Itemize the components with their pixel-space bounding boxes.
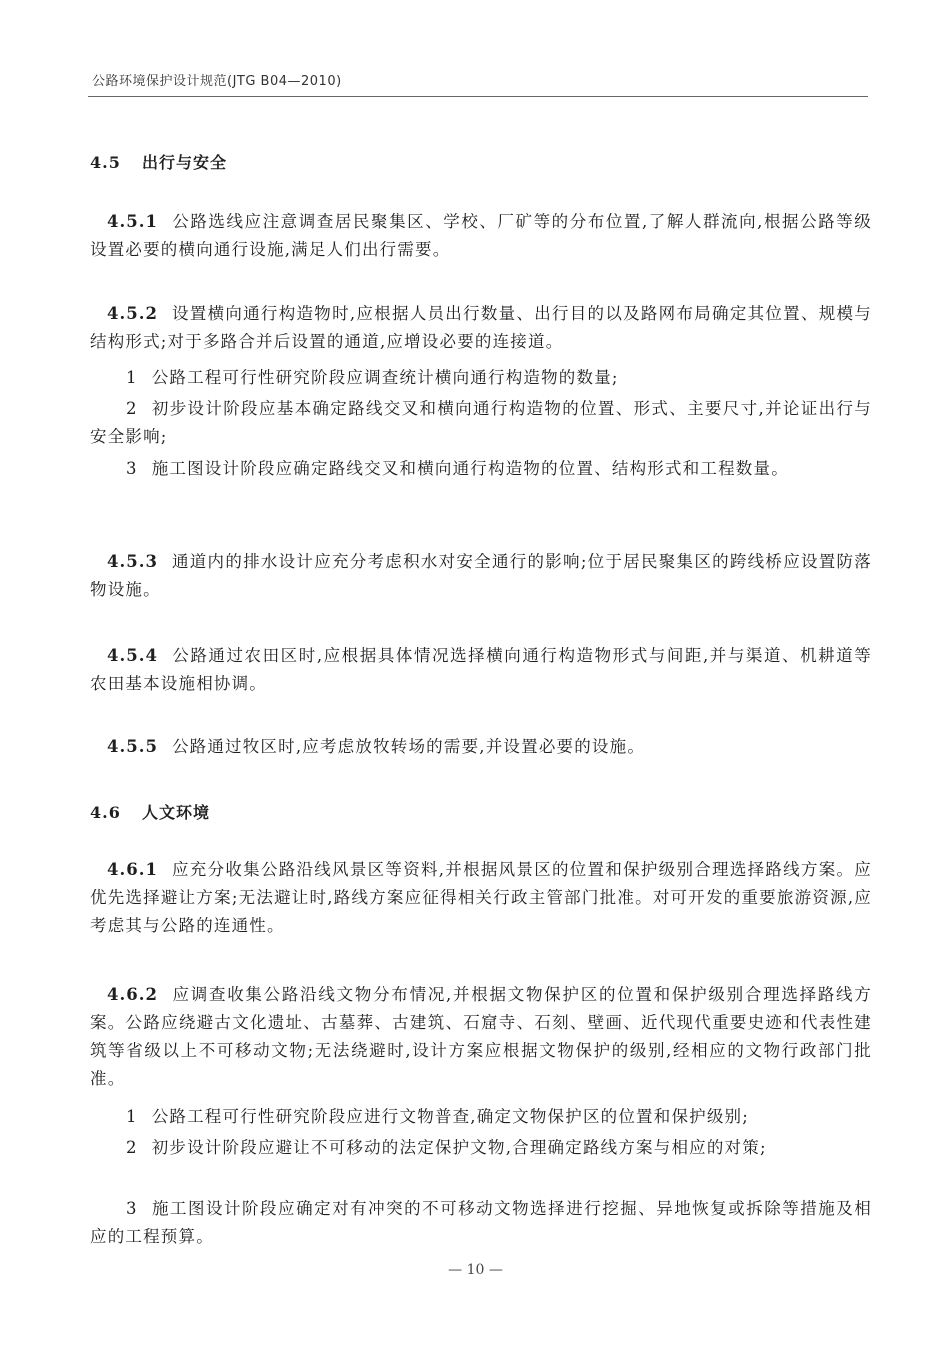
clause-number: 4.6.1: [107, 860, 158, 879]
list-item: [90, 1195, 872, 1251]
section-heading-4-5: [90, 150, 872, 173]
list-item: [90, 455, 872, 483]
clause-4-5-2: [90, 300, 872, 356]
section-title: 人文环境: [142, 803, 211, 822]
clause-text: 公路通过农田区时,应根据具体情况选择横向通行构造物形式与间距,并与渠道、机耕道等农田基本设施相协调。: [90, 646, 872, 693]
clause-text: 应调查收集公路沿线文物分布情况,并根据文物保护区的位置和保护级别合理选择路线方案。公路应绕避古文化遗址、古墓葬、古建筑、石窟寺、石刻、壁画、近代现代重要史迹和代表性建筑等省级以上不可移动文物;无法绕避时,设计方案应根据文物保护的级别,经相应的文物行政部门批准。: [90, 985, 872, 1088]
clause-number: 4.5.4: [107, 646, 158, 665]
clause-4-5-5: [90, 733, 872, 761]
item-number: 2: [126, 1138, 138, 1157]
list-item: [90, 1134, 872, 1162]
running-header: 公路环境保护设计规范(JTG B04—2010): [92, 74, 342, 89]
list-item: [90, 364, 872, 392]
list-item: [90, 395, 872, 451]
item-number: 3: [126, 1199, 138, 1218]
clause-text: 公路选线应注意调查居民聚集区、学校、厂矿等的分布位置,了解人群流向,根据公路等级设置必要的横向通行设施,满足人们出行需要。: [90, 212, 872, 259]
item-number: 1: [126, 368, 138, 387]
item-text: 施工图设计阶段应确定对有冲突的不可移动文物选择进行挖掘、异地恢复或拆除等措施及相应的工程预算。: [90, 1199, 872, 1246]
clause-text: 公路通过牧区时,应考虑放牧转场的需要,并设置必要的设施。: [171, 737, 646, 756]
clause-text: 通道内的排水设计应充分考虑积水对安全通行的影响;位于居民聚集区的跨线桥应设置防落物设施。: [90, 552, 872, 599]
item-text: 施工图设计阶段应确定路线交叉和横向通行构造物的位置、结构形式和工程数量。: [151, 459, 789, 478]
clause-number: 4.5.3: [107, 552, 158, 571]
item-text: 初步设计阶段应基本确定路线交叉和横向通行构造物的位置、形式、主要尺寸,并论证出行与安全影响;: [90, 399, 872, 446]
section-heading-4-6: [90, 800, 872, 823]
clause-text: 设置横向通行构造物时,应根据人员出行数量、出行目的以及路网布局确定其位置、规模与结构形式;对于多路合并后设置的通道,应增设必要的连接道。: [90, 304, 872, 351]
item-number: 3: [126, 459, 138, 478]
clause-4-5-1: [90, 208, 872, 264]
header-rule: [88, 96, 868, 97]
clause-4-5-3: [90, 548, 872, 604]
clause-number: 4.5.2: [107, 304, 158, 323]
clause-number: 4.6.2: [107, 985, 158, 1004]
item-text: 公路工程可行性研究阶段应进行文物普查,确定文物保护区的位置和保护级别;: [151, 1107, 750, 1126]
clause-number: 4.5.1: [107, 212, 158, 231]
item-number: 2: [126, 399, 138, 418]
item-number: 1: [126, 1107, 138, 1126]
list-item: [90, 1103, 872, 1131]
clause-4-6-2: [90, 981, 872, 1093]
page-number: — 10 —: [448, 1262, 503, 1278]
clause-number: 4.5.5: [107, 737, 158, 756]
section-number: 4.6: [90, 803, 121, 822]
item-text: 公路工程可行性研究阶段应调查统计横向通行构造物的数量;: [151, 368, 619, 387]
item-text: 初步设计阶段应避让不可移动的法定保护文物,合理确定路线方案与相应的对策;: [151, 1138, 767, 1157]
clause-text: 应充分收集公路沿线风景区等资料,并根据风景区的位置和保护级别合理选择路线方案。应优先选择避让方案;无法避让时,路线方案应征得相关行政主管部门批准。对可开发的重要旅游资源,应考虑其与公路的连通性。: [90, 860, 872, 935]
section-number: 4.5: [90, 153, 121, 172]
clause-4-6-1: [90, 856, 872, 940]
section-title: 出行与安全: [142, 153, 228, 172]
clause-4-5-4: [90, 642, 872, 698]
